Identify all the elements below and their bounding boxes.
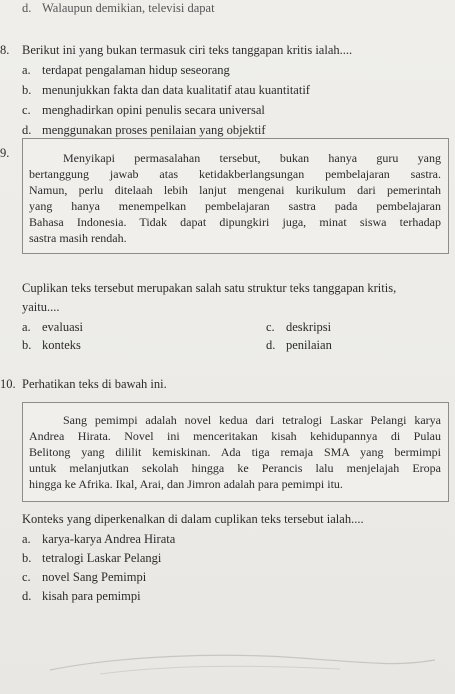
- question-9-option-c: [266, 320, 331, 335]
- option-text: evaluasi: [42, 320, 83, 334]
- passage-line: Namun, perlu ditelaah lebih lanjut mengenai kurikulum dari pemerintah: [29, 183, 441, 197]
- option-text: menggunakan proses penilaian yang objektif: [42, 123, 266, 137]
- question-9-number: 9.: [0, 146, 10, 160]
- question-8-text: Berikut ini yang bukan termasuk ciri teks tanggapan kritis ialah....: [22, 43, 353, 57]
- option-letter: d.: [22, 1, 32, 15]
- question-8-option-b: [22, 83, 310, 98]
- passage-line: Sang pemimpi adalah novel kedua dari tetralogi Laskar Pelangi karya: [63, 413, 441, 427]
- question-10-option-c: [22, 570, 146, 585]
- option-letter: c.: [266, 320, 275, 334]
- option-letter: d.: [22, 589, 32, 603]
- option-text: kisah para pemimpi: [42, 589, 141, 603]
- passage-line: yang hanya menempelkan pembelajaran sastra pada pembelajaran: [29, 199, 441, 213]
- question-10-passage-box: [22, 402, 449, 502]
- question-8-option-c: [22, 103, 265, 118]
- option-text: terdapat pengalaman hidup seseorang: [42, 63, 230, 77]
- question-9-option-a: [22, 320, 83, 335]
- option-text: Walaupun demikian, televisi dapat: [42, 1, 215, 15]
- question-9-text-line-1: Cuplikan teks tersebut merupakan salah satu struktur teks tanggapan kritis,: [22, 281, 397, 295]
- option-letter: c.: [22, 103, 31, 117]
- option-letter: a.: [22, 320, 31, 334]
- option-text: menghadirkan opini penulis secara universal: [42, 103, 265, 117]
- question-9-option-d: [266, 338, 332, 353]
- option-letter: c.: [22, 570, 31, 584]
- question-9-passage-box: [22, 138, 449, 254]
- question-10-option-a: [22, 532, 175, 547]
- passage-line: Andrea Hirata. Novel ini menceritakan kisah kehidupannya di Pulau: [29, 429, 441, 443]
- question-8-option-d: [22, 123, 266, 138]
- option-letter: a.: [22, 532, 31, 546]
- question-10-option-d: [22, 589, 141, 604]
- passage-line: untuk melanjutkan sekolah hingga ke Perancis lalu menjelajah Eropa: [29, 461, 441, 475]
- prev-question-option-d: [22, 1, 215, 16]
- question-9-text-line-2: yaitu....: [22, 300, 60, 314]
- option-letter: a.: [22, 63, 31, 77]
- pencil-scribble-mark: [40, 636, 440, 676]
- passage-line: hingga ke Afrika. Ikal, Arai, dan Jimron adalah para pemimpi itu.: [29, 477, 343, 491]
- option-text: karya-karya Andrea Hirata: [42, 532, 176, 546]
- question-8-number: 8.: [0, 43, 10, 57]
- option-text: novel Sang Pemimpi: [42, 570, 147, 584]
- question-9-option-b: [22, 338, 81, 353]
- question-10-option-b: [22, 551, 161, 566]
- passage-line: Menyikapi permasalahan tersebut, bukan hanya guru yang: [63, 151, 441, 165]
- option-text: penilaian: [286, 338, 332, 352]
- option-text: menunjukkan fakta dan data kualitatif atau kuantitatif: [42, 83, 310, 97]
- option-letter: d.: [266, 338, 276, 352]
- option-text: tetralogi Laskar Pelangi: [42, 551, 162, 565]
- option-letter: b.: [22, 338, 32, 352]
- question-10-intro: Perhatikan teks di bawah ini.: [22, 377, 167, 391]
- option-letter: d.: [22, 123, 32, 137]
- question-10-text: Konteks yang diperkenalkan di dalam cuplikan teks tersebut ialah....: [22, 512, 364, 526]
- passage-line: Bahasa Indonesia. Tidak dapat dipungkiri juga, minat siswa terhadap: [29, 215, 441, 229]
- option-letter: b.: [22, 83, 32, 97]
- option-text: konteks: [42, 338, 81, 352]
- question-10-number: 10.: [0, 377, 16, 391]
- passage-line: Belitong yang dililit kemiskinan. Ada tiga remaja SMA yang bermimpi: [29, 445, 441, 459]
- question-8-option-a: [22, 63, 230, 78]
- option-text: deskripsi: [286, 320, 332, 334]
- passage-line: sastra masih rendah.: [29, 231, 127, 245]
- option-letter: b.: [22, 551, 32, 565]
- passage-line: bertanggung jawab atas ketidakberlangsungan pembelajaran sastra.: [29, 167, 441, 181]
